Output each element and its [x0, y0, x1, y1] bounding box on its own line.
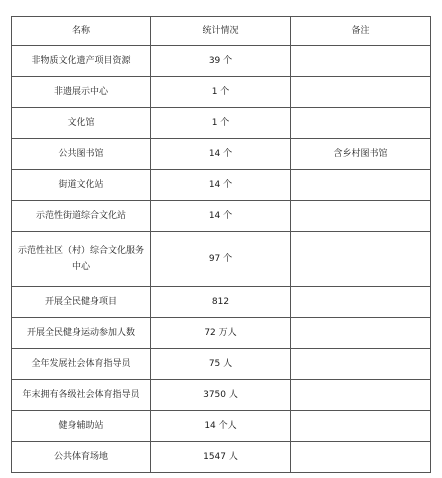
cell-note: [291, 318, 431, 349]
cell-count: 14 个: [151, 139, 291, 170]
cell-note: [291, 232, 431, 287]
table-header-row: [12, 17, 431, 46]
cell-count: 14 个人: [151, 411, 291, 442]
table-row: [12, 139, 431, 170]
cell-count: 97 个: [151, 232, 291, 287]
cell-note: [291, 108, 431, 139]
table-row: [12, 108, 431, 139]
cell-name: 示范性街道综合文化站: [12, 201, 151, 232]
cell-name: 文化馆: [12, 108, 151, 139]
cell-count: 1 个: [151, 108, 291, 139]
cell-name: 健身辅助站: [12, 411, 151, 442]
cell-name: 年末拥有各级社会体育指导员: [12, 380, 151, 411]
table-row: [12, 170, 431, 201]
cell-note: [291, 46, 431, 77]
table-row: [12, 232, 431, 287]
table-row: [12, 287, 431, 318]
table-row: [12, 380, 431, 411]
cell-note: [291, 201, 431, 232]
table-row: [12, 349, 431, 380]
cell-note: [291, 287, 431, 318]
table-row: [12, 201, 431, 232]
cell-note: [291, 411, 431, 442]
cell-note: [291, 77, 431, 108]
table-row: [12, 77, 431, 108]
cell-note: [291, 170, 431, 201]
cell-note: [291, 380, 431, 411]
cell-note: [291, 442, 431, 473]
cell-count: 39 个: [151, 46, 291, 77]
statistics-table: [11, 16, 431, 473]
cell-count: 75 人: [151, 349, 291, 380]
cell-name: 非物质文化遗产项目资源: [12, 46, 151, 77]
cell-name: 开展全民健身运动参加人数: [12, 318, 151, 349]
cell-count: 1547 人: [151, 442, 291, 473]
table-row: [12, 442, 431, 473]
cell-name: 开展全民健身项目: [12, 287, 151, 318]
cell-count: 3750 人: [151, 380, 291, 411]
cell-name: 全年发展社会体育指导员: [12, 349, 151, 380]
table-row: [12, 318, 431, 349]
cell-note: 含乡村图书馆: [291, 139, 431, 170]
cell-name: 公共体育场地: [12, 442, 151, 473]
cell-name: 示范性社区（村）综合文化服务中心: [12, 232, 151, 287]
table-row: [12, 46, 431, 77]
cell-count: 14 个: [151, 201, 291, 232]
cell-note: [291, 349, 431, 380]
header-name: 名称: [12, 17, 151, 46]
header-count: 统计情况: [151, 17, 291, 46]
cell-count: 72 万人: [151, 318, 291, 349]
cell-count: 1 个: [151, 77, 291, 108]
header-note: 备注: [291, 17, 431, 46]
table-row: [12, 411, 431, 442]
cell-count: 14 个: [151, 170, 291, 201]
cell-name: 公共图书馆: [12, 139, 151, 170]
cell-name: 街道文化站: [12, 170, 151, 201]
cell-name: 非遗展示中心: [12, 77, 151, 108]
cell-count: 812: [151, 287, 291, 318]
